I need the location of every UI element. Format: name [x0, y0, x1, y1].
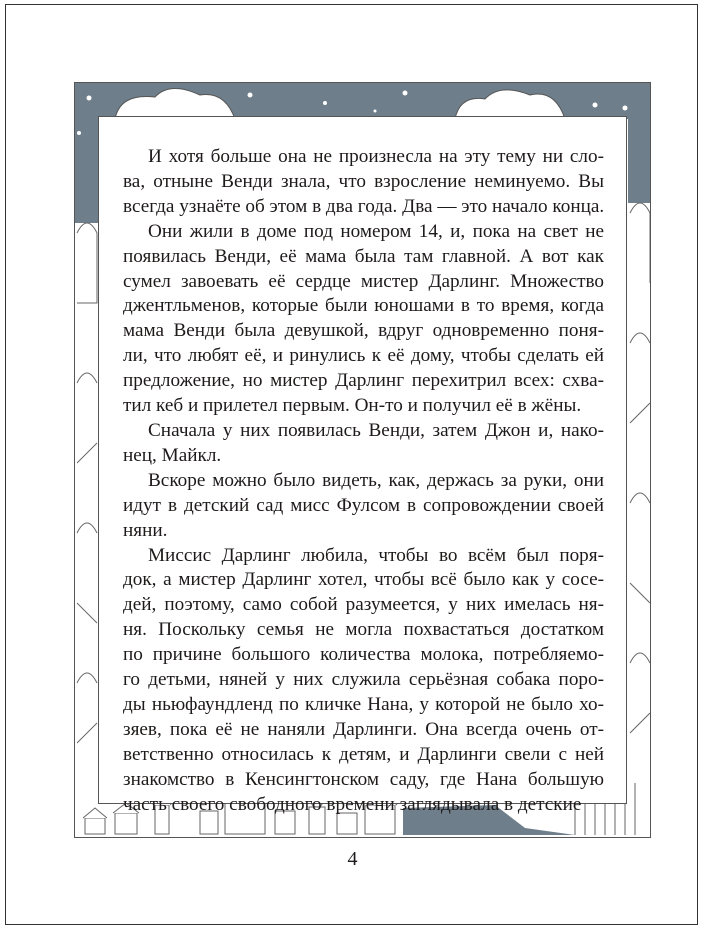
- text-line: го детьми, няней у них служила серьёзная собака поро-: [123, 669, 604, 691]
- text-line: джентльменов, которые были юношами в то время, когда: [123, 295, 604, 317]
- page-number: 4: [347, 848, 358, 870]
- text-line: Вскоре можно было видеть, как, держась за руки, они: [148, 469, 604, 491]
- text-line: тил кеб и прилетел первым. Он-то и получил её в жёны.: [123, 395, 582, 417]
- paragraph: [123, 469, 604, 544]
- text-line: ня. Поскольку семья не могла похвастаться достатком: [123, 619, 604, 641]
- text-line: док, а мистер Дарлинг хотел, чтобы всё было как у сосе-: [123, 569, 604, 591]
- paragraph: [123, 544, 604, 818]
- text-line: идут в детский сад мисс Фулсом в сопровождении своей: [123, 494, 604, 516]
- paragraph: [123, 419, 604, 469]
- paragraph: [123, 145, 604, 220]
- text-line: ва, отныне Венди знала, что взросление неминуемо. Вы: [123, 170, 604, 192]
- text-line: появилась Венди, её мама была там главной. А вот как: [123, 245, 604, 267]
- text-line: зяев, пока её не наняли Дарлинги. Она всегда очень от-: [123, 718, 604, 740]
- text-line: Миссис Дарлинг любила, чтобы во всём был поря-: [148, 544, 604, 566]
- text-line: мама Венди была девушкой, вдруг одновременно поня-: [123, 320, 604, 342]
- text-line: Они жили в доме под номером 14, и, пока на свет не: [148, 220, 604, 242]
- text-line: часть своего свободного времени заглядывала в детские: [123, 793, 582, 815]
- text-line: всегда узнаёте об этом в два года. Два — это начало конца.: [123, 195, 605, 217]
- text-line: сумел завоевать её сердце мистер Дарлинг. Множество: [123, 270, 604, 292]
- text-line: няни.: [123, 519, 168, 541]
- text-line: И хотя больше она не произнесла на эту тему ни сло-: [148, 146, 604, 167]
- text-line: ветственно относилась к детям, и Дарлинги свели с ней: [123, 743, 604, 765]
- text-line: по причине большого количества молока, потребляемо-: [123, 644, 604, 666]
- text-line: ды ньюфаундленд по кличке Нана, у которой не было хо-: [123, 693, 604, 715]
- text-line: Сначала у них появилась Венди, затем Джон и, нако-: [148, 419, 604, 441]
- paragraph: [123, 220, 604, 419]
- text-line: знакомство в Кенсингтонском саду, где Нана большую: [123, 768, 604, 790]
- text-line: ли, что любят её, и ринулись к её дому, чтобы сделать ей: [123, 345, 604, 367]
- right-sky: [628, 83, 651, 203]
- text-line: дей, поэтому, само собой разумеется, у них имелась ня-: [123, 594, 604, 616]
- text-line: нец, Майкл.: [123, 444, 222, 466]
- left-sky: [75, 83, 99, 223]
- text-line: предложение, но мистер Дарлинг перехитрил всех: схва-: [123, 370, 604, 392]
- body-text: [123, 145, 604, 817]
